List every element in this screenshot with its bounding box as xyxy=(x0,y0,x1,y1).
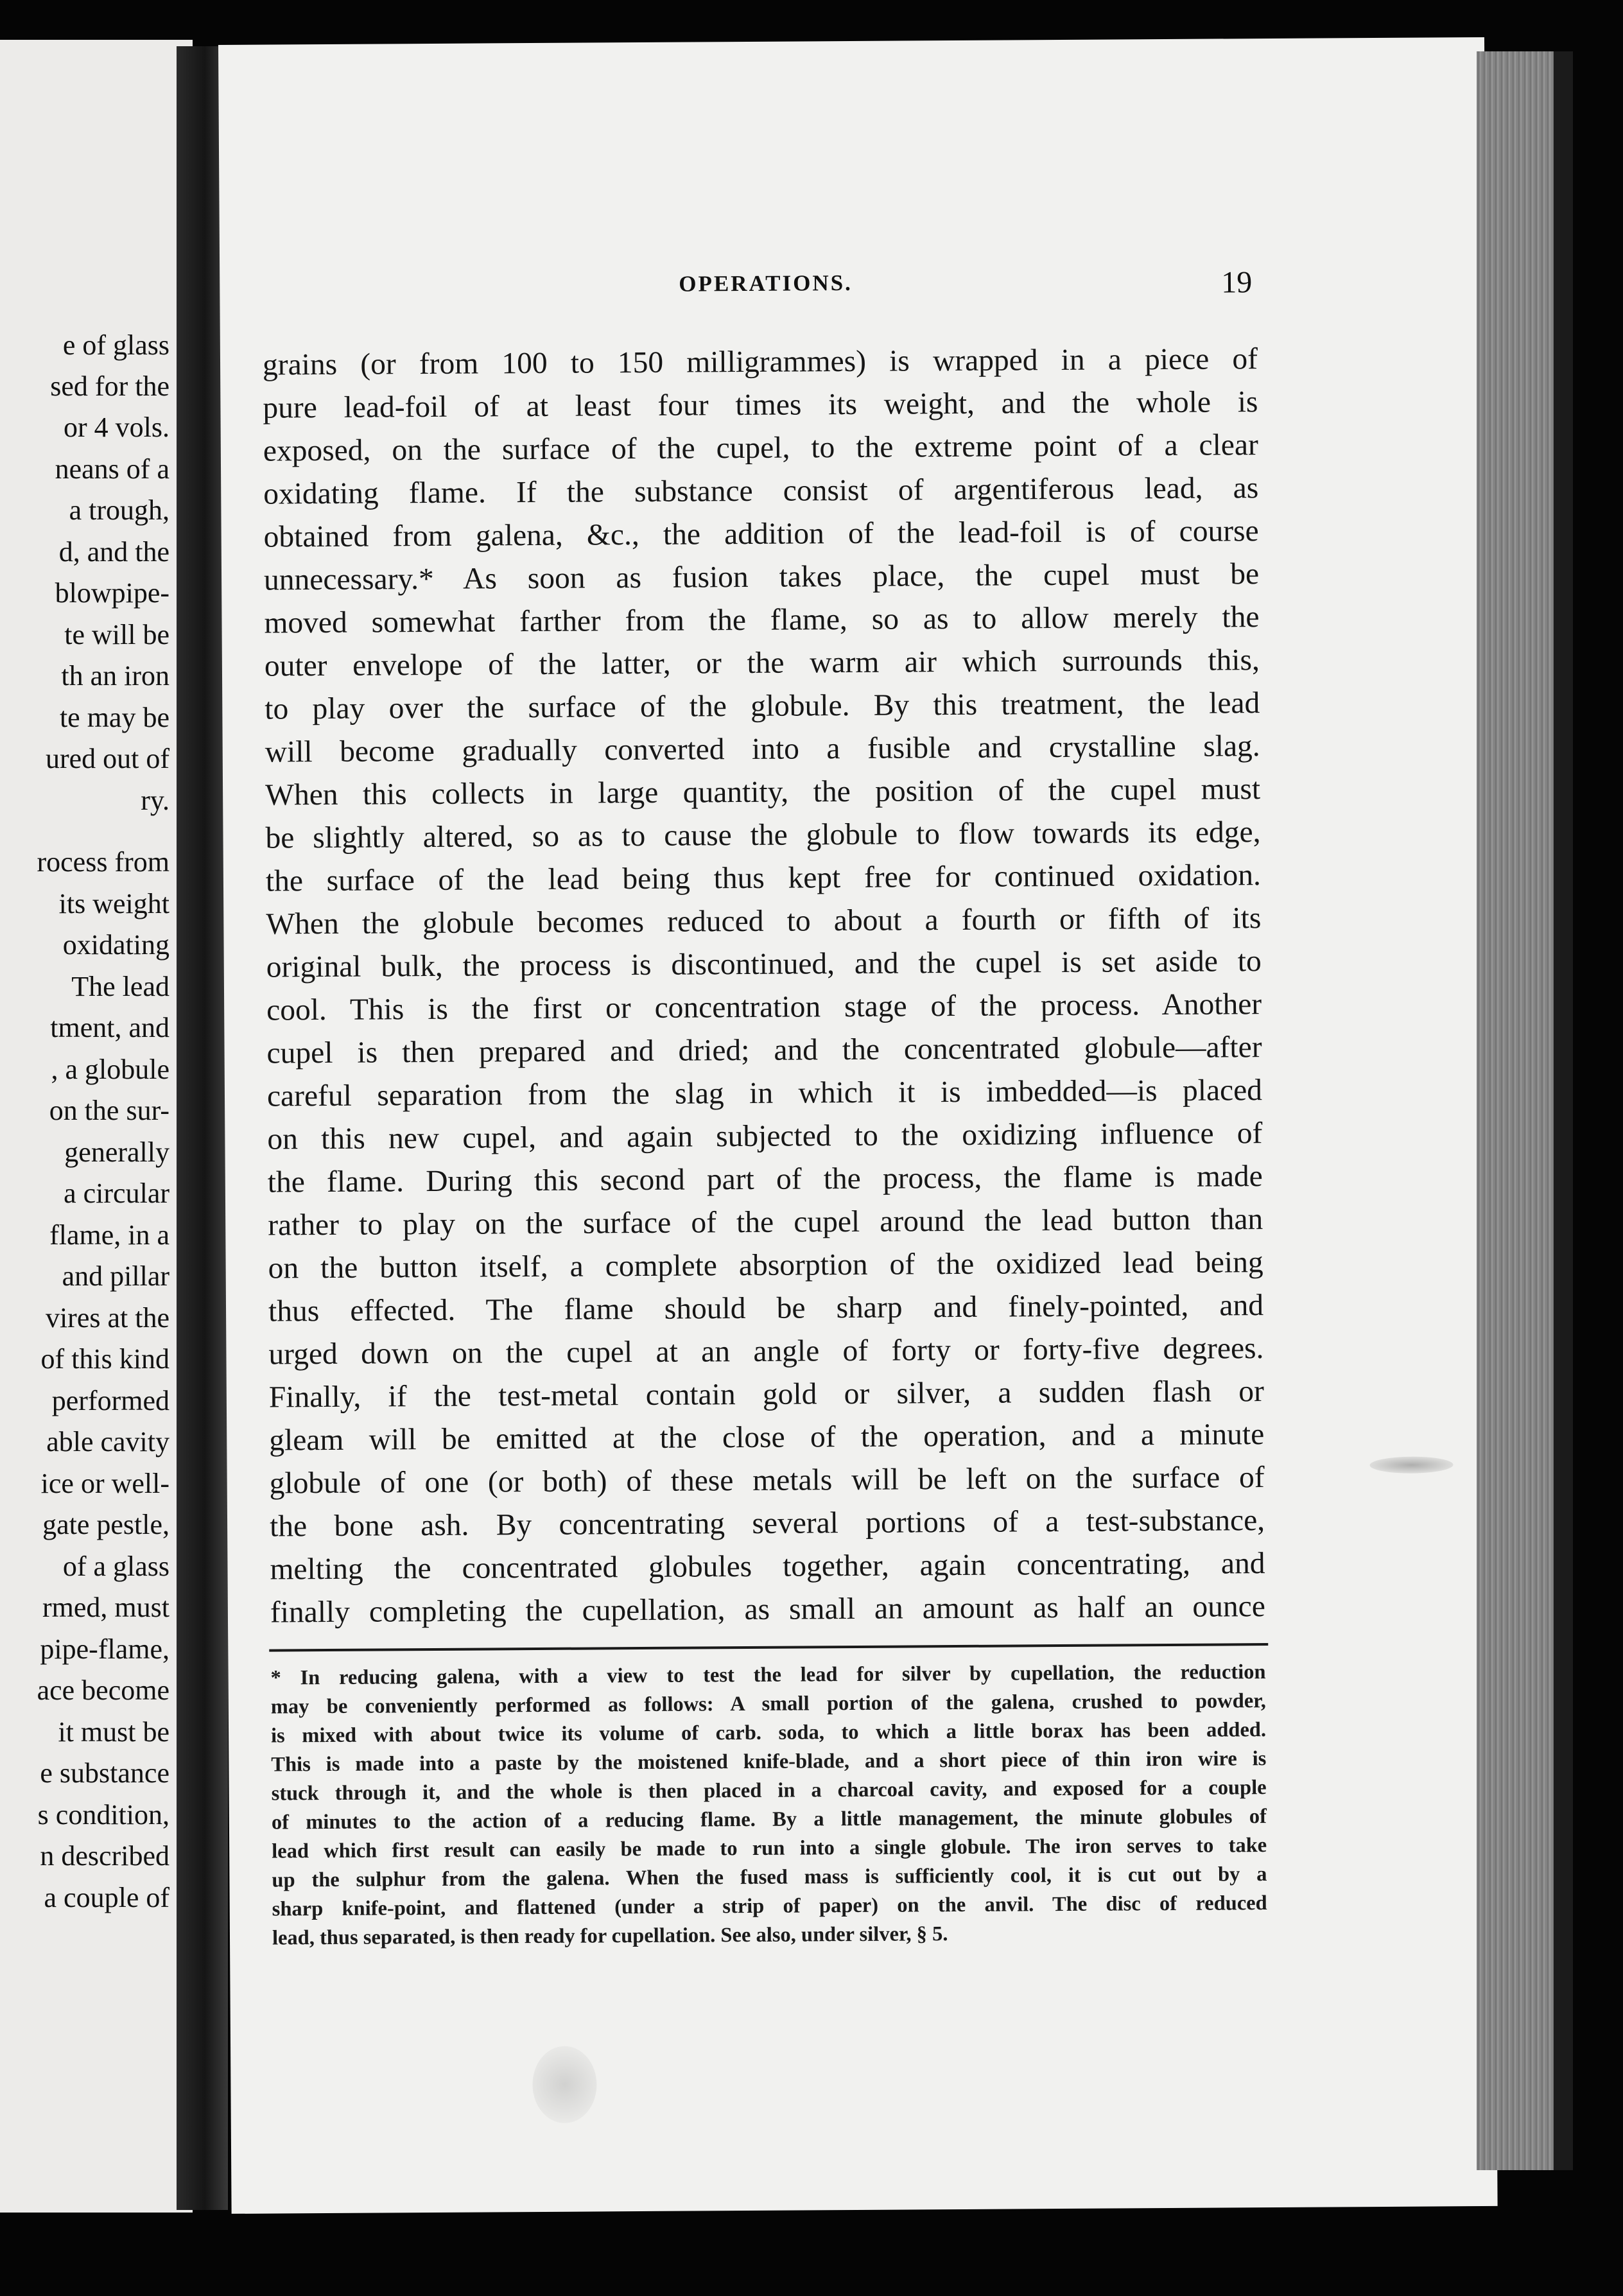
footnote-line: lead which first result can easily be made to run into a single globule. The iron serves to take xyxy=(272,1834,1267,1863)
left-page-text-line: ured out of xyxy=(45,743,169,774)
left-page-text-line: blowpipe- xyxy=(55,577,169,609)
footnote-line: This is made into a paste by the moistened knife-blade, and a short piece of thin iron wire is xyxy=(271,1747,1267,1777)
text-line: gleam will be emitted at the close of the operation, and a minute xyxy=(269,1418,1265,1457)
text-line: Finally, if the test-metal contain gold or silver, a sudden flash or xyxy=(268,1375,1264,1414)
text-line: the flame. During this second part of the process, the flame is made xyxy=(267,1160,1263,1199)
left-page-text-line: pipe-flame, xyxy=(40,1633,169,1665)
footnote-line: stuck through it, and the whole is then placed in a charcoal cavity, and exposed for a couple xyxy=(271,1776,1267,1805)
text-line: will become gradually converted into a fusible and crystalline slag. xyxy=(265,729,1260,769)
footnote-line: * In reducing galena, with a view to test the lead for silver by cupellation, the reduction xyxy=(270,1660,1266,1690)
text-line: rather to play on the surface of the cupel around the lead button than xyxy=(268,1203,1263,1242)
text-line: When the globule becomes reduced to about a fourth or fifth of its xyxy=(266,901,1262,941)
left-page-text-line: n described xyxy=(40,1840,169,1872)
left-page-text-line: e of glass xyxy=(62,329,169,361)
ink-smudge xyxy=(1369,1456,1453,1474)
left-page-text-line: sed for the xyxy=(50,370,169,402)
footnote-divider xyxy=(269,1643,1268,1652)
text-line: be slightly altered, so as to cause the globule to flow towards its edge, xyxy=(265,815,1261,855)
footnote-line: of minutes to the action of a reducing flame. By a little management, the minute globules of xyxy=(271,1805,1267,1834)
page-number: 19 xyxy=(1221,265,1253,300)
text-line: urged down on the cupel at an angle of forty or forty-five degrees. xyxy=(268,1332,1264,1371)
text-line: outer envelope of the latter, or the warm air which surrounds this, xyxy=(264,643,1260,683)
text-line: on the button itself, a complete absorption of the oxidized lead being xyxy=(268,1246,1263,1285)
left-page-text-line: generally xyxy=(64,1136,169,1168)
text-line: moved somewhat farther from the flame, so as to allow merely the xyxy=(264,600,1260,640)
text-line: thus effected. The flame should be sharp and finely-pointed, and xyxy=(268,1289,1264,1328)
left-page-text-line: rocess from xyxy=(37,846,169,878)
text-line: careful separation from the slag in which it is imbedded—is placed xyxy=(266,1074,1263,1113)
text-line: the surface of the lead being thus kept free for continued oxidation. xyxy=(265,858,1262,898)
text-line: unnecessary.* As soon as fusion takes place, the cupel must be xyxy=(263,557,1260,597)
text-line: cool. This is the first or concentration stage of the process. Another xyxy=(266,987,1262,1027)
text-line: to play over the surface of the globule. By this treatment, the lead xyxy=(265,686,1260,726)
text-line: on this new cupel, and again subjected to the oxidizing influence of xyxy=(267,1117,1263,1156)
text-line: the bone ash. By concentrating several portions of a test-substance, xyxy=(269,1504,1265,1544)
left-page-text-line: a couple of xyxy=(44,1882,169,1913)
body-text xyxy=(263,338,1265,1634)
footnote-line: lead, thus separated, is then ready for cupellation. See also, under silver, § 5. xyxy=(272,1922,948,1950)
left-page-text-line: , a globule xyxy=(51,1054,169,1085)
text-line: cupel is then prepared and dried; and the concentrated globule—after xyxy=(266,1031,1262,1070)
left-page-text-line: or 4 vols. xyxy=(64,412,169,443)
left-page-text-line: gate pestle, xyxy=(42,1509,169,1540)
left-page-text-line: ice or well- xyxy=(40,1468,169,1499)
left-page-text-line: oxidating xyxy=(62,929,169,961)
left-page-text-line: its weight xyxy=(58,888,169,919)
left-page-text-line: a trough, xyxy=(69,494,169,526)
left-page-text-line: a circular xyxy=(64,1178,169,1209)
left-page-text-line: able cavity xyxy=(46,1426,169,1457)
text-line: oxidating flame. If the substance consist of argentiferous lead, as xyxy=(263,471,1259,511)
text-line: original bulk, the process is discontinued, and the cupel is set aside to xyxy=(266,944,1262,984)
left-page-text-line: on the sur- xyxy=(49,1095,169,1126)
footnote xyxy=(270,1658,1267,1952)
text-line: obtained from galena, &c., the addition of the lead-foil is of course xyxy=(263,514,1259,554)
left-page-text-line: tment, and xyxy=(50,1012,169,1043)
left-page-text-line: flame, in a xyxy=(49,1219,169,1251)
left-page-text-line: d, and the xyxy=(58,536,169,568)
left-page-text-line: th an iron xyxy=(61,660,169,691)
left-page-text-line: s condition, xyxy=(37,1799,169,1831)
left-page-text-line: vires at the xyxy=(45,1302,169,1334)
left-page-text-line: it must be xyxy=(58,1716,169,1748)
left-page-text-line: performed xyxy=(51,1385,169,1416)
text-line: melting the concentrated globules together, again concentrating, and xyxy=(270,1547,1265,1587)
left-page-text-line: of this kind xyxy=(40,1343,169,1375)
left-page-text-line: te may be xyxy=(59,702,169,733)
text-line: pure lead-foil of at least four times its weight, and the whole is xyxy=(263,385,1258,425)
page-stack-edge xyxy=(1477,51,1560,2170)
footnote-line: sharp knife-point, and flattened (under a strip of paper) on the anvil. The disc of reduced xyxy=(272,1892,1267,1921)
book-page xyxy=(218,37,1498,2214)
left-page-text-line: and pillar xyxy=(62,1260,169,1292)
left-page-text-line: te will be xyxy=(64,619,169,650)
footnote-line: is mixed with about twice its volume of carb. soda, to which a little borax has been added. xyxy=(270,1718,1267,1748)
left-page-text-line: of a glass xyxy=(62,1551,169,1582)
left-page-text-line: The lead xyxy=(71,971,169,1002)
text-line: grains (or from 100 to 150 milligrammes) is wrapped in a piece of xyxy=(262,342,1258,382)
paper-stain xyxy=(532,2046,597,2123)
text-line: When this collects in large quantity, the position of the cupel must xyxy=(265,772,1261,812)
text-line: globule of one (or both) of these metals will be left on the surface of xyxy=(269,1461,1265,1500)
left-page-text-line: ace become xyxy=(37,1674,169,1706)
footnote-line: may be conveniently performed as follows: A small portion of the galena, crushed to powder, xyxy=(270,1689,1266,1719)
left-page-text-line: neans of a xyxy=(55,453,169,485)
running-head: OPERATIONS. xyxy=(679,270,853,297)
text-line: exposed, on the surface of the cupel, to the extreme point of a clear xyxy=(263,428,1258,468)
left-page-text-line: ry. xyxy=(141,785,169,816)
text-line: finally completing the cupellation, as small an amount as half an ounce xyxy=(270,1590,1266,1630)
footnote-line: up the sulphur from the galena. When the fused mass is sufficiently cool, it is cut out by a xyxy=(272,1863,1267,1892)
left-page-text-line: e substance xyxy=(40,1757,169,1789)
page-edge-shadow xyxy=(1554,51,1573,2170)
previous-page-fragment xyxy=(0,40,193,2213)
left-page-text-line: rmed, must xyxy=(42,1592,169,1623)
